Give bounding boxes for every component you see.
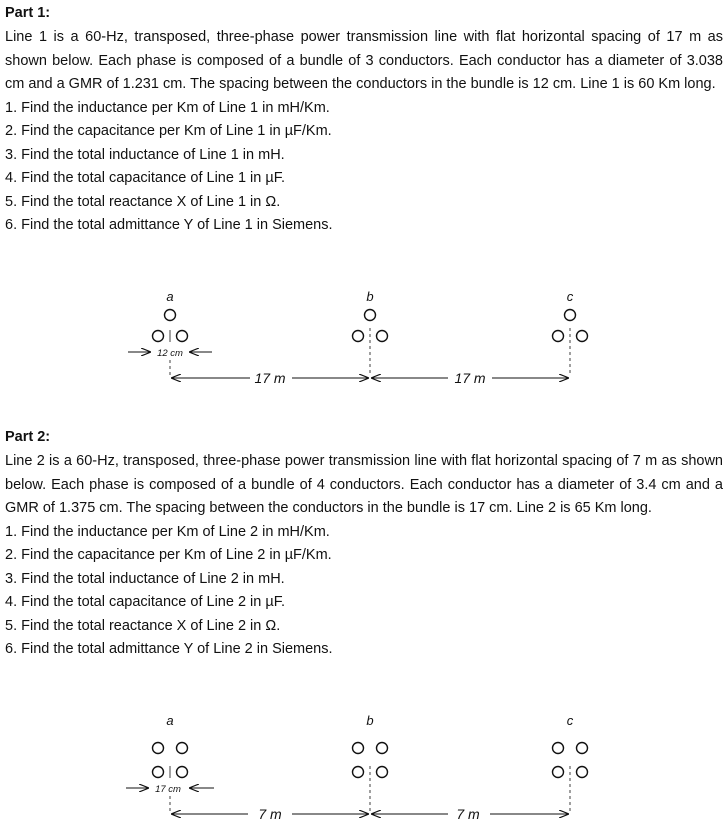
part2-phase-label-a: a — [166, 713, 174, 728]
part2-conductor — [577, 743, 588, 754]
part2-question-3: 3. Find the total inductance of Line 2 in mH. — [5, 570, 285, 587]
part2-question-1: 1. Find the inductance per Km of Line 2 in mH/Km. — [5, 523, 330, 540]
part2-conductor — [177, 767, 188, 778]
part2-phase-label-c: c — [566, 713, 574, 728]
part1-ab-spacing-label: 17 m — [254, 370, 286, 386]
part1-phase-label-a: a — [166, 289, 174, 304]
part1-question-5: 5. Find the total reactance X of Line 1 in Ω. — [5, 193, 281, 210]
part2-heading: Part 2: — [5, 429, 51, 445]
part1-heading: Part 1: — [5, 5, 51, 21]
part1-conductor — [153, 331, 164, 342]
part2-conductor — [377, 767, 388, 778]
part2-conductor — [353, 767, 364, 778]
part2-conductor — [153, 767, 164, 778]
part1-paragraph: Line 1 is a 60-Hz, transposed, three-phase power transmission line with flat horizontal spacing of 17 m as shown below. Each phase is composed of a bundle of 3 conductors. Each conductor has a diameter of 3.038 cm and a GMR of 1.231 cm. The spacing between the conductors in the bundle is 12 cm. Line 1 is 60 Km long. — [5, 29, 723, 92]
part2-question-2: 2. Find the capacitance per Km of Line 2 in µF/Km. — [5, 547, 332, 563]
part1-conductor — [165, 310, 176, 321]
part1-conductor — [177, 331, 188, 342]
part1-question-1: 1. Find the inductance per Km of Line 1 in mH/Km. — [5, 99, 330, 116]
part2-conductor — [377, 743, 388, 754]
part2-question-6: 6. Find the total admittance Y of Line 2 in Siemens. — [5, 641, 333, 657]
part1-phase-label-c: c — [566, 289, 574, 304]
part1-conductor — [353, 331, 364, 342]
part2-conductor — [177, 743, 188, 754]
part1-conductor — [577, 331, 588, 342]
part1-conductor — [553, 331, 564, 342]
part1-section — [5, 3, 723, 238]
part2-bundle-spacing-label: 17 cm — [155, 784, 181, 795]
part2-diagram — [0, 708, 728, 830]
part1-diagram — [0, 280, 728, 390]
part2-conductor — [577, 767, 588, 778]
part2-question-5: 5. Find the total reactance X of Line 2 in Ω. — [5, 617, 281, 634]
part1-conductor — [565, 310, 576, 321]
part1-phase-label-b: b — [366, 289, 374, 304]
part1-question-4: 4. Find the total capacitance of Line 1 in µF. — [5, 170, 285, 186]
part2-conductor — [353, 743, 364, 754]
part1-bundle-spacing-label: 12 cm — [157, 348, 183, 359]
part1-question-2: 2. Find the capacitance per Km of Line 1 in µF/Km. — [5, 123, 332, 139]
part2-question-4: 4. Find the total capacitance of Line 2 in µF. — [5, 594, 285, 610]
part1-question-6: 6. Find the total admittance Y of Line 1 in Siemens. — [5, 217, 333, 233]
part2-ab-spacing-label: 7 m — [258, 806, 282, 822]
part2-bc-spacing-label: 7 m — [456, 806, 480, 822]
part2-conductor — [153, 743, 164, 754]
part1-question-3: 3. Find the total inductance of Line 1 in mH. — [5, 146, 285, 163]
part2-paragraph: Line 2 is a 60-Hz, transposed, three-phase power transmission line with flat horizontal spacing of 7 m as shown below. Each phase is composed of a bundle of 4 conductors. Each conductor has a diameter of 3.4 cm and a GMR of 1.375 cm. The spacing between the conductors in the bundle is 17 cm. Line 2 is 65 Km long. — [5, 453, 723, 516]
part1-conductor — [377, 331, 388, 342]
part2-section — [5, 427, 723, 662]
part2-conductor — [553, 767, 564, 778]
part1-conductor — [365, 310, 376, 321]
part2-phase-label-b: b — [366, 713, 374, 728]
part1-bc-spacing-label: 17 m — [454, 370, 486, 386]
part2-conductor — [553, 743, 564, 754]
